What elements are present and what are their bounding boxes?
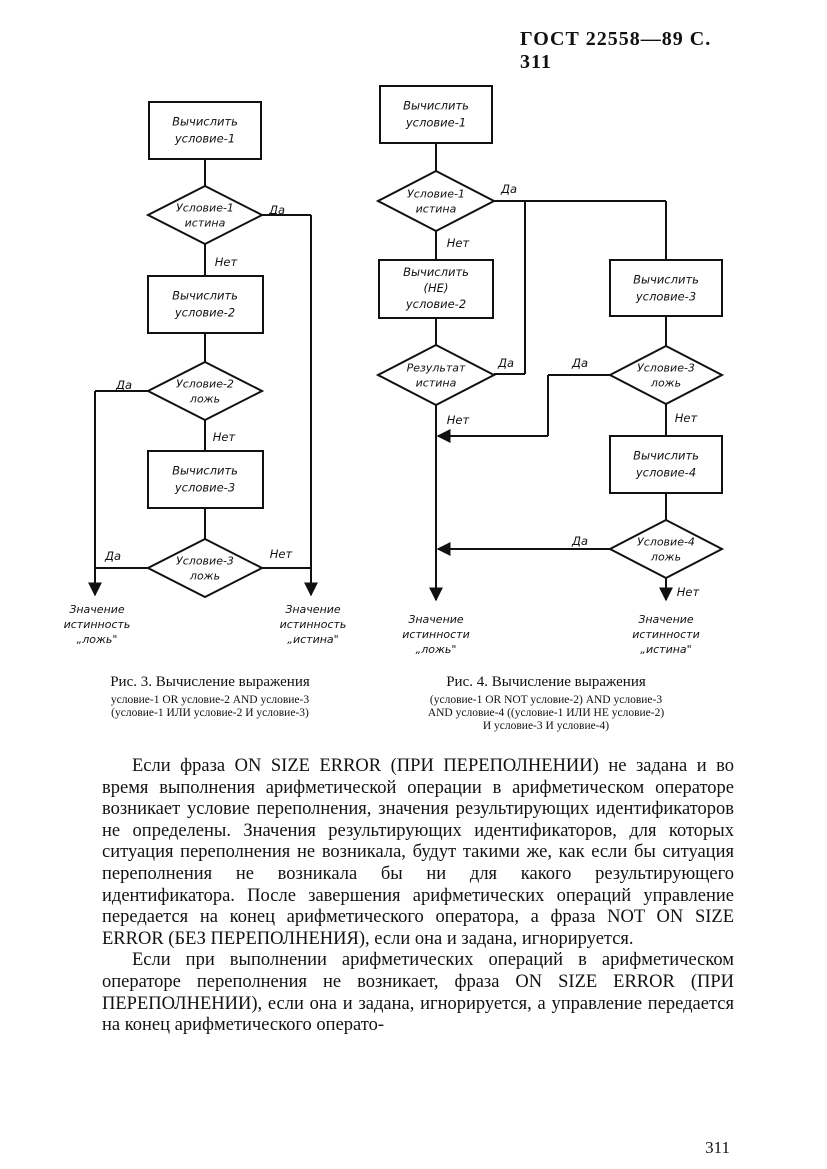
fig4-no-2-label: Нет [446, 413, 470, 427]
fig3-yes-1-label: Да [268, 203, 286, 217]
fig3-no-2-label: Нет [212, 430, 236, 444]
fig4-no-3-label: Нет [674, 411, 698, 425]
fig4-caption-line-2: AND условие-4 ((условие-1 ИЛИ НЕ условие-2) [427, 707, 665, 719]
page-header: ГОСТ 22558—89 С. 311 [520, 28, 712, 73]
fig3-diamond-2-label: Условие-2 ложь [176, 377, 234, 406]
fig3-diamond-3-label: Условие-3 ложь [176, 554, 234, 583]
fig3-no-1-label: Нет [214, 255, 238, 269]
fig4-diamond-2 [378, 345, 494, 405]
fig3-box-2 [148, 276, 263, 333]
fig4-box-1-label: Вычислить условие-1 [403, 98, 469, 130]
fig4-yes-3-label: Да [571, 356, 589, 370]
fig4-diamond-2-label: Результат истина [406, 361, 466, 390]
fig4-box-3-label: Вычислить условие-3 [633, 272, 699, 304]
fig3-diamond-1-label: Условие-1 истина [176, 201, 234, 230]
fig3-yes-2-label: Да [115, 378, 133, 392]
fig4-yes-4-label: Да [571, 534, 589, 548]
fig4-out-true-label: Значение истинности „истина" [632, 613, 700, 656]
fig4-box-2-label: Вычислить (НЕ) условие-2 [403, 265, 469, 311]
fig4-yes-1-label: Да [500, 182, 518, 196]
fig3-caption [60, 674, 360, 720]
fig4-box-4 [610, 436, 722, 493]
fig4-diamond-1 [378, 171, 494, 231]
fig4-box-3 [610, 260, 722, 316]
fig4-diagram [378, 86, 722, 600]
fig3-diagram [95, 102, 311, 597]
fig4-no-1-label: Нет [446, 236, 470, 250]
page-number: 311 [705, 1138, 730, 1157]
fig3-out-false-label: Значение истинность „ложь" [63, 603, 131, 646]
fig4-diamond-4-label: Условие-4 ложь [637, 535, 695, 564]
fig4-caption [356, 674, 736, 733]
fig4-caption-title: Рис. 4. Вычисление выражения [446, 674, 646, 690]
fig3-box-1 [149, 102, 261, 159]
fig3-caption-title: Рис. 3. Вычисление выражения [110, 674, 310, 690]
fig3-yes-3-label: Да [104, 549, 122, 563]
body-text [102, 756, 734, 1037]
fig3-box-1-label: Вычислить условие-1 [172, 114, 238, 146]
fig4-yes-2-label: Да [497, 356, 515, 370]
fig4-caption-line-3: И условие-3 И условие-4) [482, 720, 610, 732]
fig3-diamond-1 [148, 186, 262, 244]
fig3-diamond-3 [148, 539, 262, 597]
fig3-box-3-label: Вычислить условие-3 [172, 463, 238, 495]
fig3-caption-line-1: условие-1 OR условие-2 AND условие-3 [110, 694, 310, 706]
fig4-diamond-1-label: Условие-1 истина [407, 187, 465, 216]
paragraph-2: Если при выполнении арифметических операций в арифметическом операторе переполнения не возникает, фраза ON SIZE ERROR (ПРИ ПЕРЕПОЛНЕНИИ), если она и задана, игнорируется, а управление передается на конец арифметического операто- [102, 950, 734, 1036]
fig4-box-1 [380, 86, 492, 143]
fig3-caption-line-2: (условие-1 ИЛИ условие-2 И условие-3) [111, 707, 309, 719]
fig3-no-3-label: Нет [269, 547, 293, 561]
fig4-diamond-4 [610, 520, 722, 578]
fig3-diamond-2 [148, 362, 262, 420]
fig4-box-4-label: Вычислить условие-4 [633, 448, 699, 480]
fig4-diamond-3 [610, 346, 722, 404]
fig4-out-false-label: Значение истинности „ложь" [402, 613, 470, 656]
fig3-box-2-label: Вычислить условие-2 [172, 288, 238, 320]
fig4-diamond-3-label: Условие-3 ложь [637, 361, 695, 390]
fig3-box-3 [148, 451, 263, 508]
fig4-no-4-label: Нет [676, 585, 700, 599]
fig4-caption-line-1: (условие-1 OR NOT условие-2) AND условие-3 [429, 694, 663, 706]
fig3-out-true-label: Значение истинность „истина" [279, 603, 347, 646]
paragraph-1: Если фраза ON SIZE ERROR (ПРИ ПЕРЕПОЛНЕНИИ) не задана и во время выполнения арифметической операции в арифметическом операторе возникает условие переполнения, значения результирующих идентификаторов не определены. Значения результирующих идентификаторов, для которых ситуация переполнения не возникала, будут такими же, как если бы ситуация переполнения не возникала бы ни для какого результирующего идентификатора. После завершения арифметических операций управление передается на конец арифметического оператора, а фраза NOT ON SIZE ERROR (БЕЗ ПЕРЕПОЛНЕНИЯ), если она и задана, игнорируется. [102, 756, 734, 949]
